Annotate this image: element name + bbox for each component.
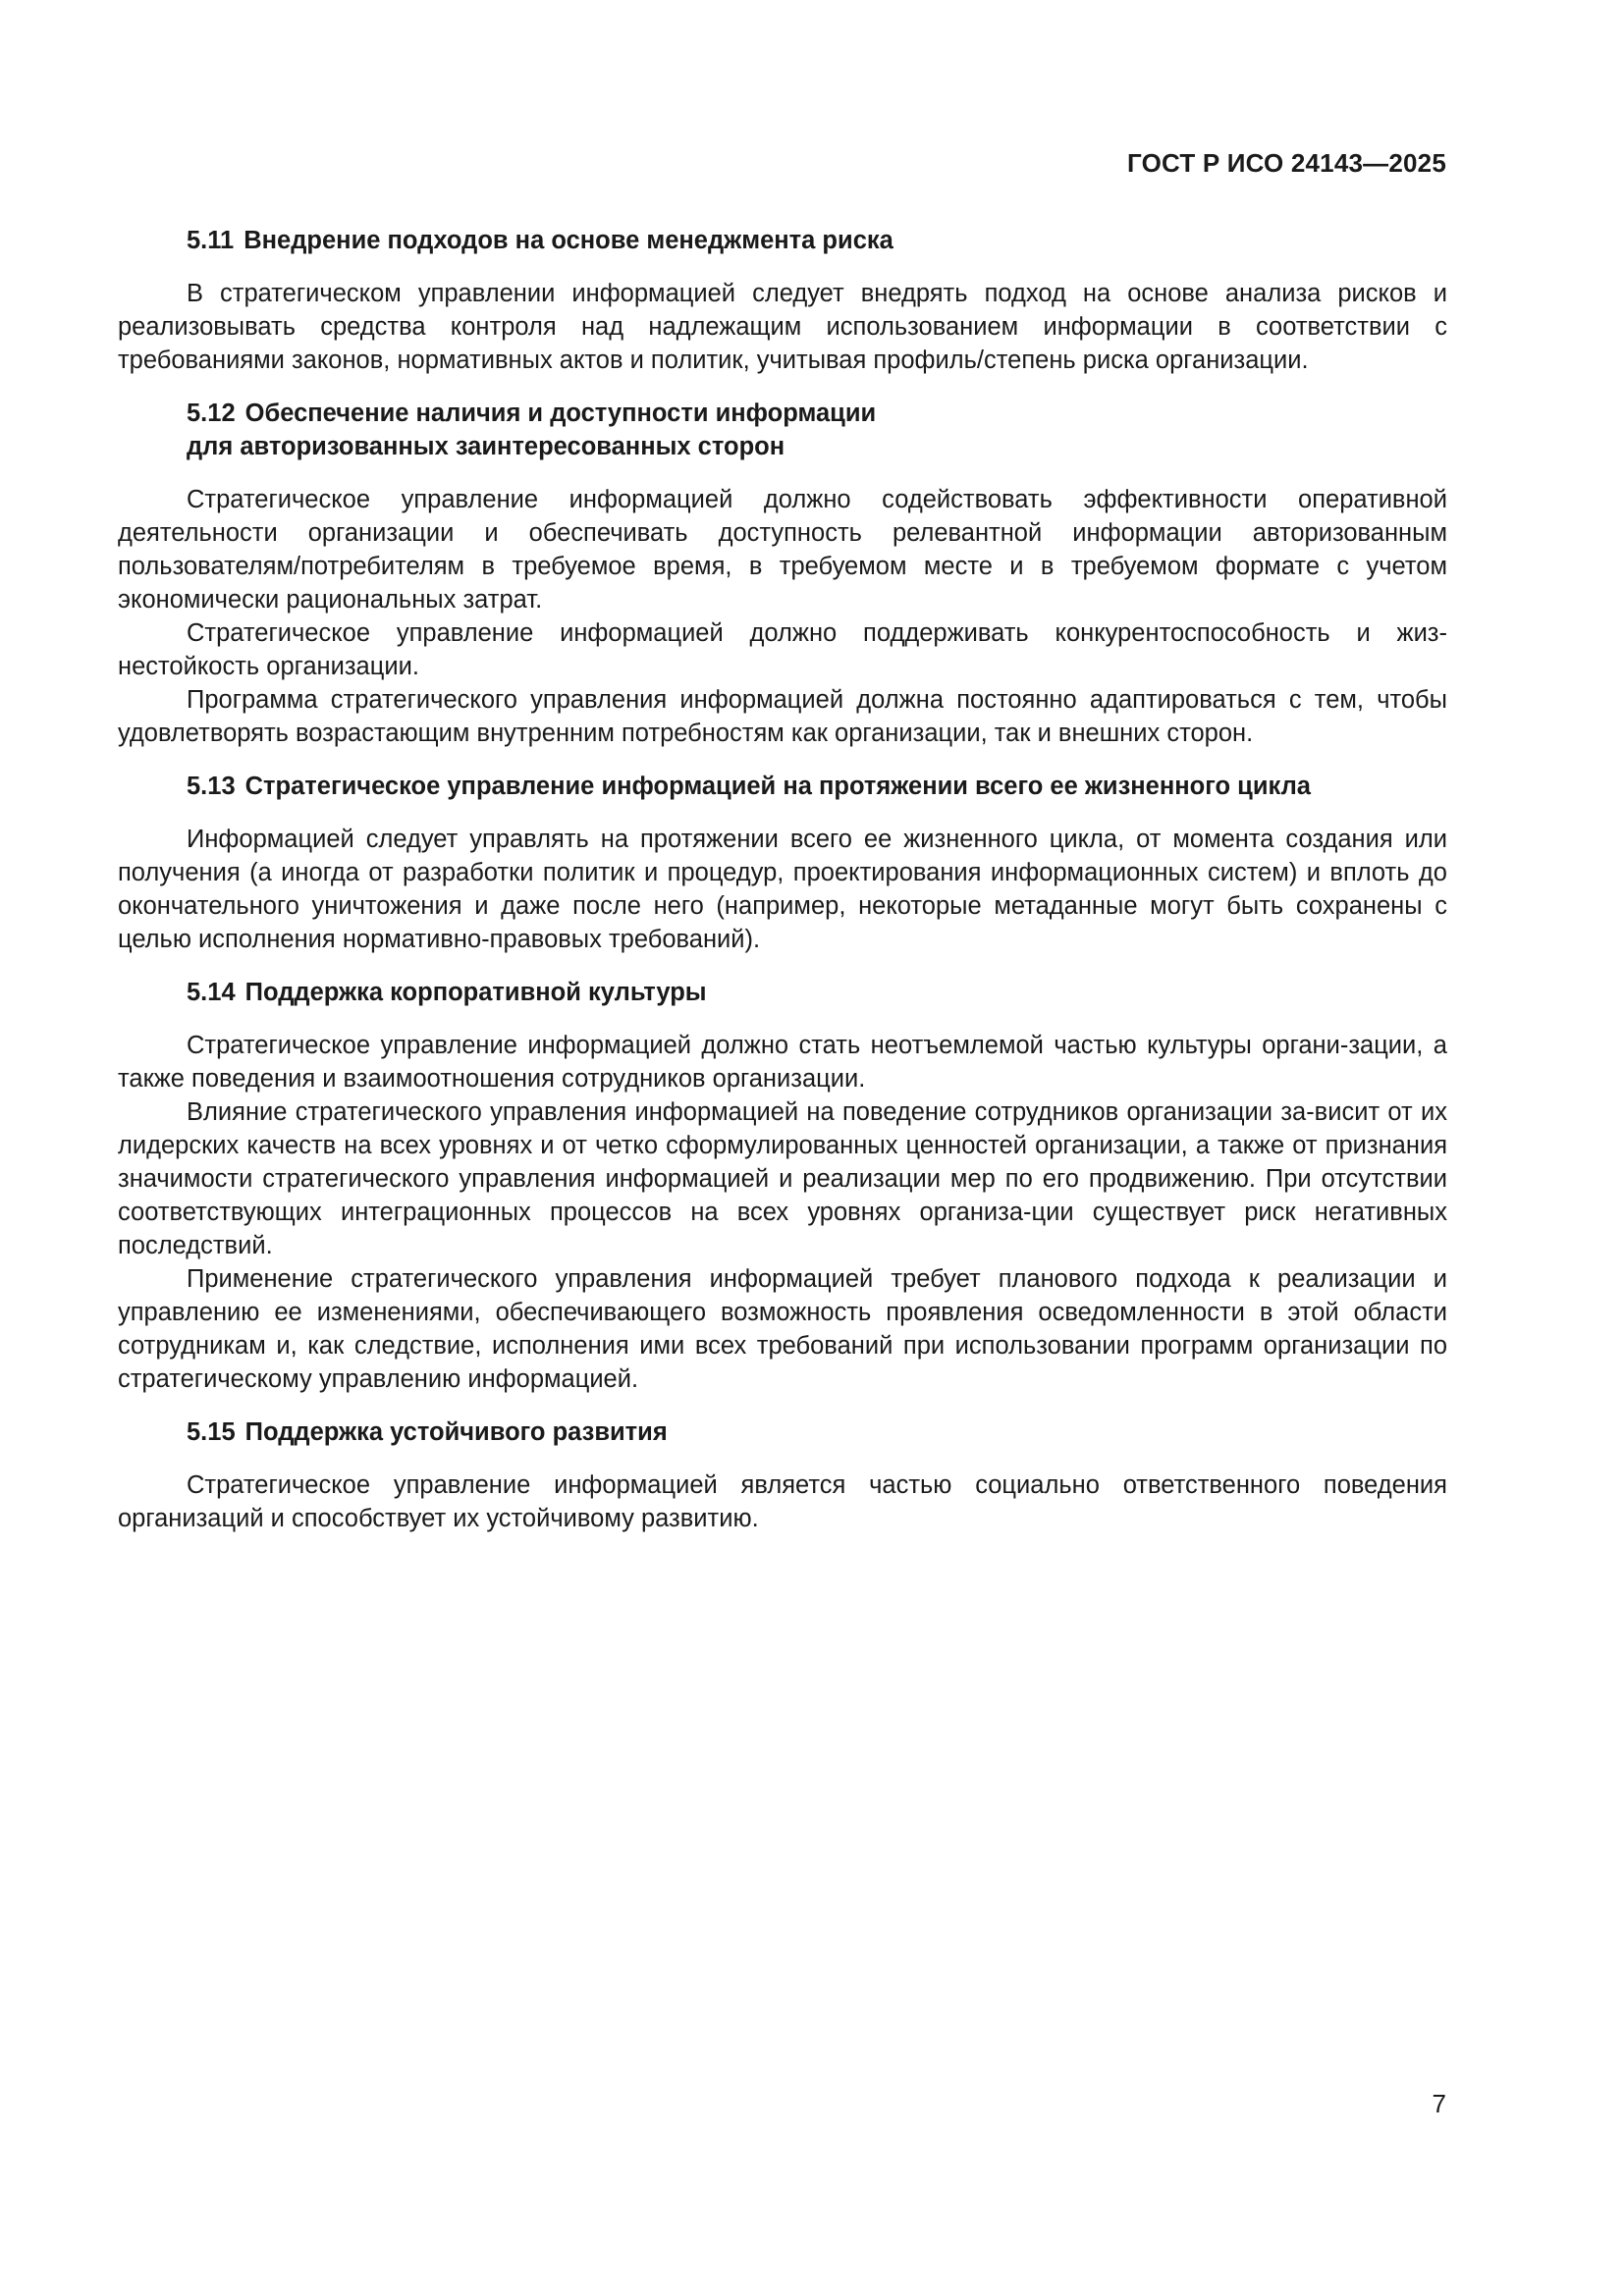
section-heading: [118, 224, 1447, 257]
section-5-14: [118, 976, 1447, 1396]
section-title: Внедрение подходов на основе менеджмента риска: [244, 227, 893, 254]
paragraph: Стратегическое управление информацией должно содействовать эффективности оперативной деятельности организации и обеспечивать доступность релевантной информации авторизованным пользователям/потребителям в требуемое время, в требуемом месте и в требуемом формате с учетом экономически рациональных затрат.: [118, 486, 1447, 614]
section-number: 5.12: [187, 400, 236, 427]
section-number: 5.14: [187, 979, 236, 1006]
paragraph: Программа стратегического управления информацией должна постоянно адаптироваться с тем, чтобы удовлетворять возрастающим внутренним потребностям как организации, так и внешних сторон.: [118, 686, 1447, 747]
paragraph: Стратегическое управление информацией должно поддерживать конкурентоспособность и жиз-нестойкость организации.: [118, 619, 1447, 680]
document-body: [118, 224, 1447, 1535]
section-5-12: [118, 397, 1447, 750]
section-title: Поддержка корпоративной культуры: [244, 979, 707, 1006]
section-number: 5.11: [187, 227, 235, 254]
section-heading: [118, 770, 1447, 803]
section-title: Стратегическое управление информацией на протяжении всего ее жизненного цикла: [244, 773, 1311, 800]
section-number: 5.15: [187, 1418, 236, 1446]
section-title: Поддержка устойчивого развития: [244, 1418, 668, 1446]
document-code: ГОСТ Р ИСО 24143—2025: [1126, 148, 1446, 178]
section-number: 5.13: [187, 773, 236, 800]
page-number: 7: [1432, 2089, 1446, 2118]
paragraph: Стратегическое управление информацией должно стать неотъемлемой частью культуры органи-зации, а также поведения и взаимоотношения сотрудников организации.: [118, 1032, 1447, 1093]
section-heading: [118, 397, 1447, 463]
section-5-15: [118, 1415, 1447, 1535]
paragraph: Влияние стратегического управления информацией на поведение сотрудников организации за-висит от их лидерских качеств на всех уровнях и от четко сформулированных ценностей организации, а также от признания значимости стратегического управления информацией и реализации мер по его продвижению. При отсутствии соответствующих интеграционных процессов на всех уровнях организа-ции существует риск негативных последствий.: [118, 1098, 1447, 1259]
paragraph: Информацией следует управлять на протяжении всего ее жизненного цикла, от момента создания или получения (а иногда от разработки политик и процедур, проектирования информационных систем) и вплоть до окончательного уничтожения и даже после него (например, некоторые метаданные могут быть сохранены с целью исполнения нормативно-правовых требований).: [118, 826, 1447, 953]
paragraph: Применение стратегического управления информацией требует планового подхода к реализации и управлению ее изменениями, обеспечивающего возможность проявления осведомленности в этой области сотрудникам и, как следствие, исполнения ими всех требований при использовании программ организации по стратегическому управлению информацией.: [118, 1265, 1447, 1393]
section-heading: [118, 976, 1447, 1009]
paragraph: Стратегическое управление информацией является частью социально ответственного поведения организаций и способствует их устойчивому развитию.: [118, 1471, 1447, 1532]
section-title: Обеспечение наличия и доступности информации для авторизованных заинтересованных сторон: [187, 400, 877, 460]
paragraph: В стратегическом управлении информацией следует внедрять подход на основе анализа рисков и реализовывать средства контроля над надлежащим использованием информации в соответствии с требованиями законов, нормативных актов и политик, учитывая профиль/степень риска организации.: [118, 280, 1447, 374]
section-5-11: [118, 224, 1447, 377]
section-heading: [118, 1415, 1447, 1449]
section-5-13: [118, 770, 1447, 956]
